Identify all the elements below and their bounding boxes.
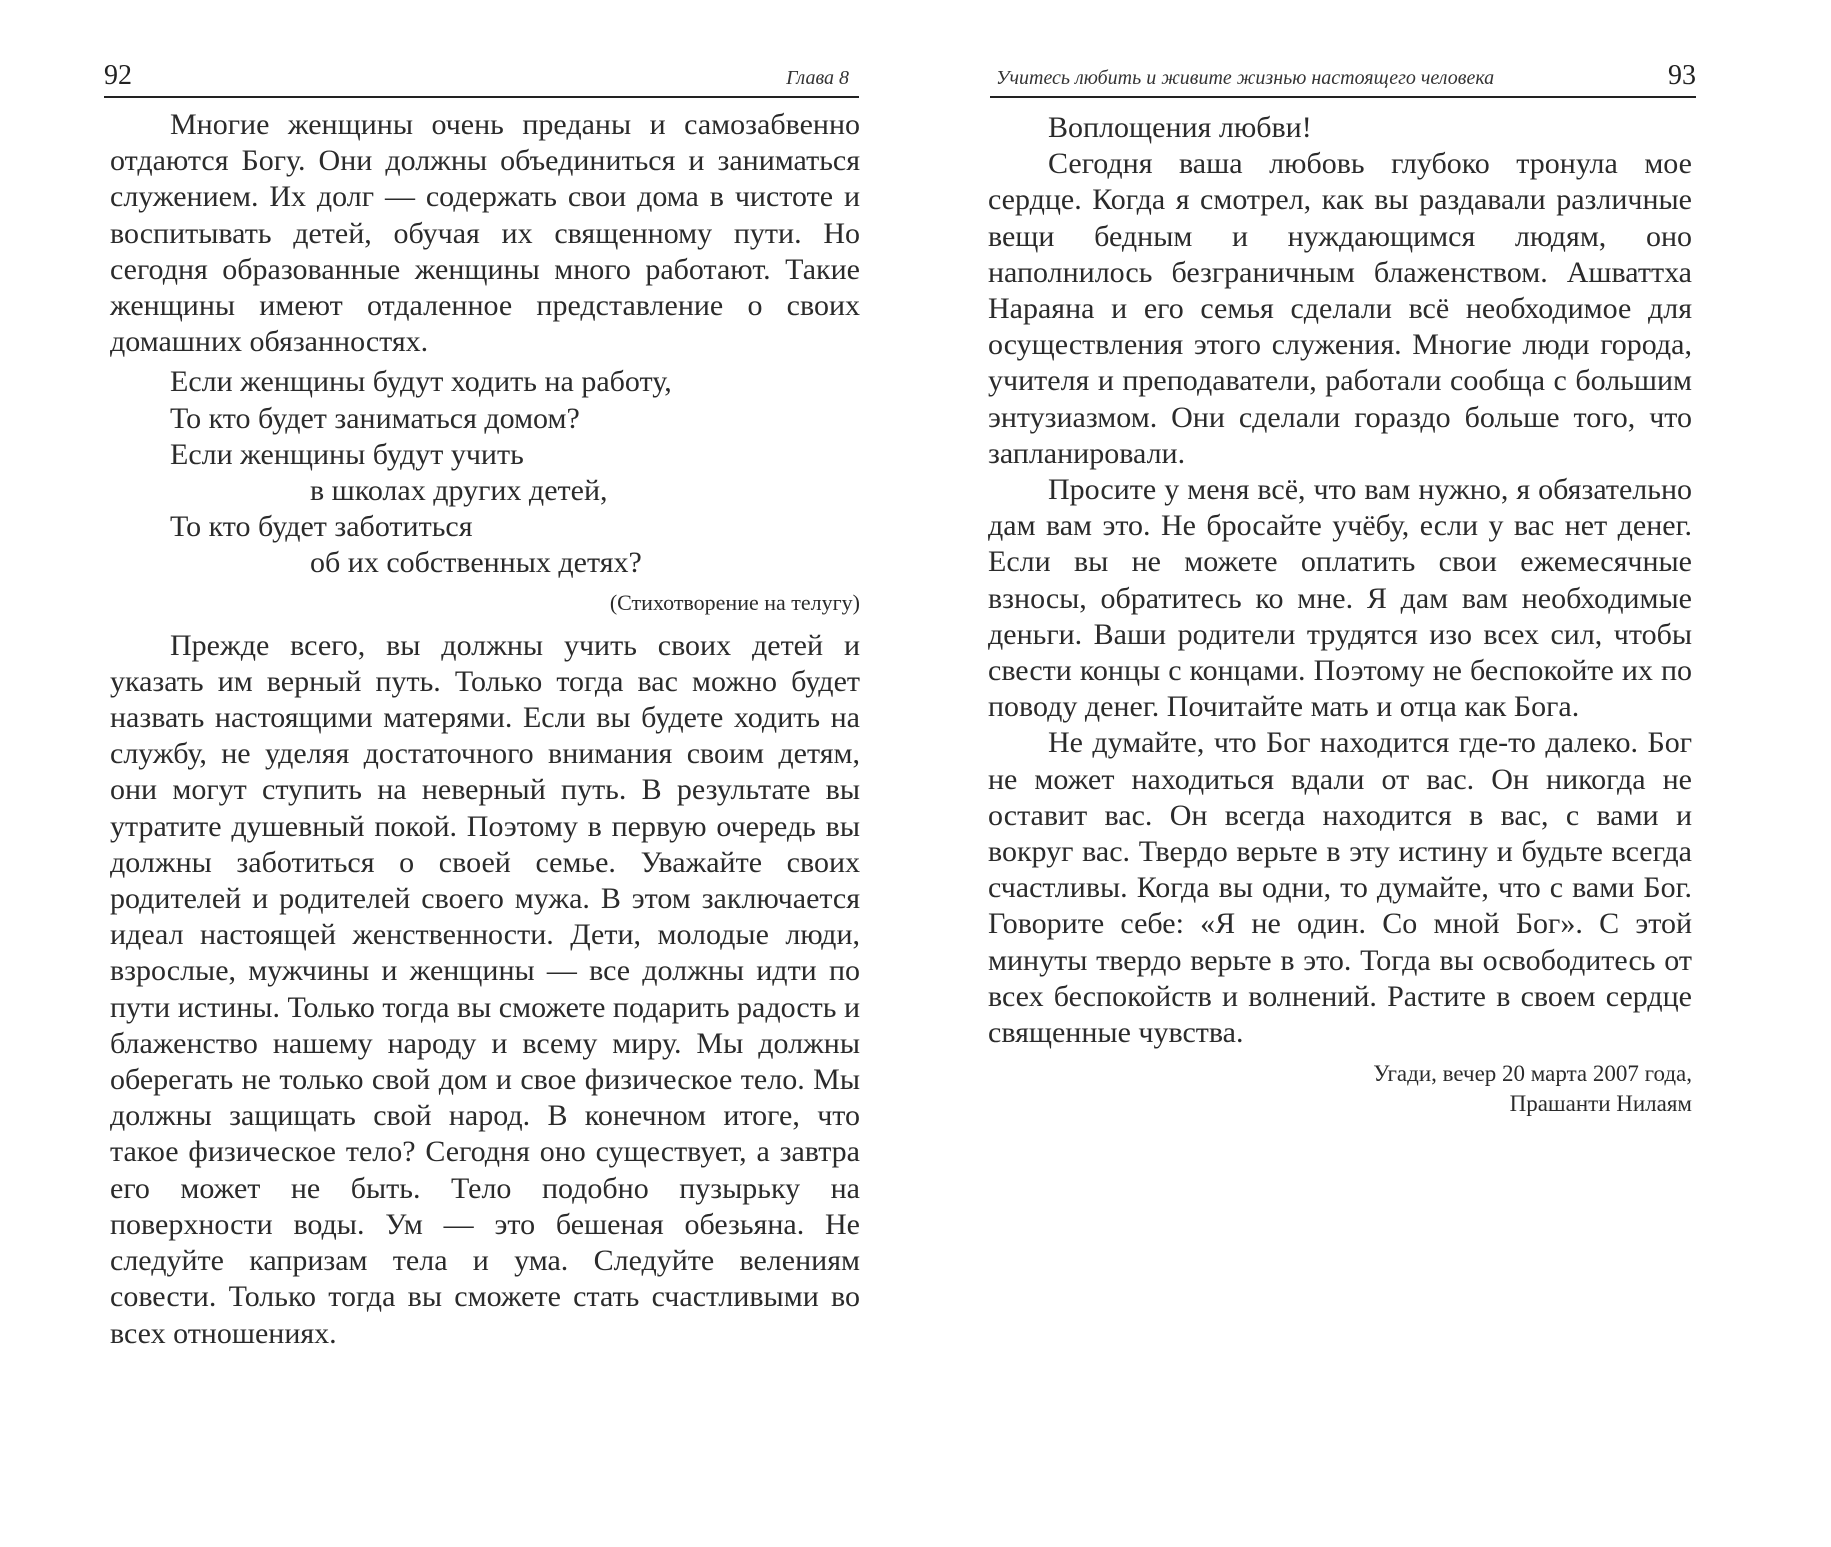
poem-line: То кто будет заниматься домом?	[170, 401, 580, 435]
poem-line: Если женщины будут ходить на работу,	[170, 365, 672, 399]
right-paragraph-3: Просите у меня всё, что вам нужно, я обязательно дам вам это. Не бросайте учёбу, если у вас нет денег. Если вы не можете оплатить свои ежемесячные взносы, обратитесь ко мне. Я дам вам необходимые деньги. Ваши родители трудятся изо всех сил, чтобы свести концы с концами. Поэтому не беспокойте их по поводу денег. Почитайте мать и отца как Бога.	[988, 473, 1692, 724]
poem-source: (Стихотворение на телугу)	[609, 589, 860, 615]
right-page-number: 93	[1668, 60, 1696, 91]
right-page-body	[988, 110, 1692, 1119]
left-page-number: 92	[104, 60, 132, 91]
signature-line-1: Угади, вечер 20 марта 2007 года,	[1373, 1061, 1692, 1087]
poem-line: об их собственных детях?	[310, 546, 642, 580]
right-page-header	[990, 56, 1696, 98]
left-page	[0, 0, 880, 1547]
left-page-body	[110, 107, 860, 1352]
right-running-head: Учитесь любить и живите жизнью настоящего человека	[996, 67, 1495, 89]
right-page	[960, 0, 1831, 1547]
left-page-header	[104, 56, 859, 98]
poem	[170, 364, 860, 581]
poem-line: То кто будет заботиться	[170, 510, 473, 544]
left-running-head: Глава 8	[786, 67, 849, 89]
signature-line-2: Прашанти Нилаям	[1509, 1091, 1692, 1117]
poem-line: Если женщины будут учить	[170, 437, 524, 471]
right-paragraph-1: Воплощения любви!	[1048, 111, 1312, 144]
poem-line: в школах других детей,	[310, 474, 608, 508]
right-paragraph-4: Не думайте, что Бог находится где-то далеко. Бог не может находиться вдали от вас. Он никогда не оставит вас. Он всегда находится в вас, с вами и вокруг вас. Твердо верьте в эту истину и будьте всегда счастливы. Когда вы одни, то думайте, что с вами Бог. Говорите себе: «Я не один. Со мной Бог». С этой минуты твердо верьте в это. Тогда вы освободитесь от всех беспокойств и волнений. Растите в своем сердце священные чувства.	[988, 726, 1692, 1050]
left-paragraph-1: Многие женщины очень преданы и самозабвенно отдаются Богу. Они должны объединиться и заниматься служением. Их долг — содержать свои дома в чистоте и воспитывать детей, обучая их священному пути. Но сегодня образованные женщины много работают. Такие женщины имеют отдаленное представление о своих домашних обязанностях.	[110, 108, 860, 359]
signature	[988, 1059, 1692, 1119]
left-paragraph-2: Прежде всего, вы должны учить своих детей и указать им верный путь. Только тогда вас можно будет назвать настоящими матерями. Если вы будете ходить на службу, не уделяя достаточного внимания своим детям, они могут ступить на неверный путь. В результате вы утратите душевный покой. Поэтому в первую очередь вы должны заботиться о своей семье. Уважайте своих родителей и родителей своего мужа. В этом заключается идеал настоящей женственности. Дети, молодые люди, взрослые, мужчины и женщины — все должны идти по пути истины. Только тогда вы сможете подарить радость и блаженство нашему народу и всему миру. Мы должны оберегать не только свой дом и свое физическое тело. Мы должны защищать свой народ. В конечном итоге, что такое физическое тело? Сегодня оно существует, а завтра его может не быть. Тело подобно пузырьку на поверхности воды. Ум — это бешеная обезьяна. Не следуйте капризам тела и ума. Следуйте велениям совести. Только тогда вы сможете стать счастливыми во всех отношениях.	[110, 628, 860, 1350]
right-paragraph-2: Сегодня ваша любовь глубоко тронула мое сердце. Когда я смотрел, как вы раздавали различные вещи бедным и нуждающимся людям, оно наполнилось безграничным блаженством. Ашваттха Нараяна и его семья сделали всё необходимое для осуществления этого служения. Многие люди города, учителя и преподаватели, работали сообща с большим энтузиазмом. Они сделали гораздо больше того, что запланировали.	[988, 147, 1692, 470]
